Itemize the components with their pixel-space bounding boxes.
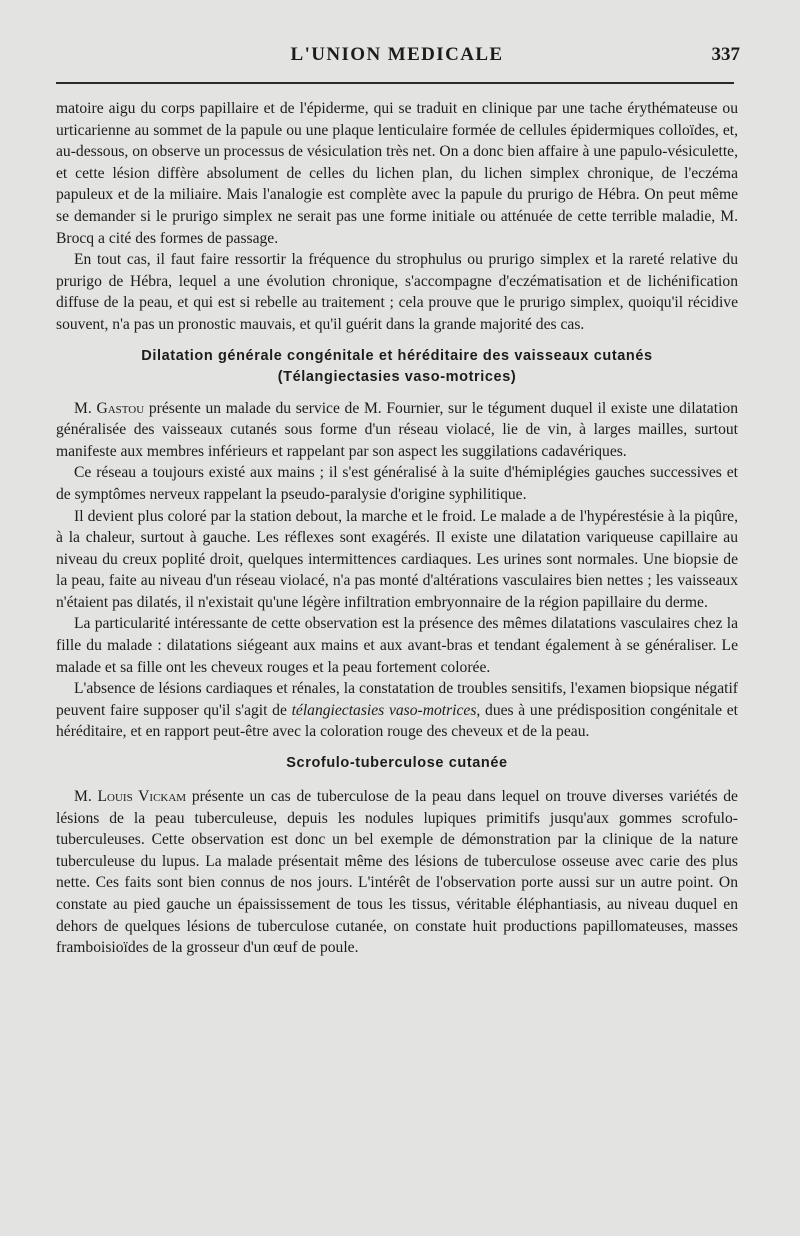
page-number: 337 — [711, 44, 740, 65]
paragraph — [56, 398, 738, 463]
paragraph: matoire aigu du corps papillaire et de l'épiderme, qui se traduit en clinique par une tache érythémateuse ou urticarienne au sommet de la papule ou une plaque lenticulaire formée de cellules épidermiques colloïdes, et, au-dessous, on observe un processus de vésiculation très net. On a donc bien affaire à une papulo-vésiculette, et cette lésion diffère absolument de celles du lichen plan, du lichen simplex chronique, de l'eczéma papuleux et de la miliaire. Mais l'analogie est complète avec la papule du prurigo de Hébra. On peut même se demander si le prurigo simplex ne serait pas une forme initiale ou atténuée de cette terrible maladie, M. Brocq a cité des formes de passage. — [56, 100, 738, 247]
paragraph: En tout cas, il faut faire ressortir la fréquence du strophulus ou prurigo simplex et la rareté relative du prurigo de Hébra, lequel a une évolution chronique, s'accompagne d'eczématisation et de lichénification diffuse de la peau, et qui est si rebelle au traitement ; cela prouve que le prurigo simplex, quoiqu'il récidive souvent, n'a pas un pronostic mauvais, et qu'il guérit dans la grande majorité des cas. — [56, 251, 738, 333]
page-body — [56, 98, 738, 959]
paragraph: La particularité intéressante de cette observation est la présence des mêmes dilatations vasculaires chez la fille du malade : dilatations siégeant aux mains et aux avant-bras et tendant également à se généraliser. Le malade et sa fille ont les cheveux rouges et la peau fortement colorée. — [56, 615, 738, 676]
running-title: L'UNION MEDICALE — [290, 44, 504, 65]
section-title: Scrofulo-tuberculose cutanée — [286, 755, 508, 772]
text-run: présente un cas de tuberculose de la peau dans lequel on trouve diverses variétés de lésions de la peau tuberculeuse, depuis les nodules lupiques primitifs jusqu'aux gommes scrofulo-tuberculeuses. Cette observation est donc un bel exemple de démonstration par la clinique de la nature tuberculeuse du lupus. La malade présentait même des lésions de tuberculose osseuse avec carie des plus nette. Ces faits sont bien connus de nos jours. L'intérêt de l'observation porte aussi sur un autre point. On constate au pied gauche un épaississement de tous les tissus, véritable éléphantiasis, au niveau duquel en dehors de quelques lésions de tuberculose cutanée, on constate huit productions papillomateuses, masses framboisioïdes de la grosseur d'un œuf de poule. — [56, 788, 738, 957]
paragraph: Il devient plus coloré par la station debout, la marche et le froid. Le malade a de l'hypérestésie à la piqûre, à la chaleur, surtout à gauche. Les réflexes sont exagérés. Il existe une dilatation variqueuse capillaire au niveau du creux poplité droit, quelques intermittences cardiaques. Les urines sont normales. Une biopsie de la peau, faite au niveau d'un réseau violacé, n'a pas monté d'altérations vasculaires bien nettes ; les vaisseaux n'étaient pas dilatés, il n'existait qu'une légère infiltration embryonnaire de la région papillaire du derme. — [56, 507, 738, 611]
author-name: Louis Vickam — [97, 788, 187, 806]
section-heading — [56, 753, 738, 774]
section-heading — [56, 346, 738, 388]
paragraph — [56, 786, 738, 959]
text-run: M. — [74, 399, 97, 417]
text-run: présente un malade du service de M. Fournier, sur le tégument duquel il existe une dilatation généralisée des vaisseaux cutanés sous forme d'un réseau violacé, lie de vin, à larges mailles, surtout manifeste aux membres inférieurs et rappelant par son aspect les suggilations cadavériques. — [56, 399, 738, 460]
header-rule — [56, 82, 734, 84]
paragraph: Ce réseau a toujours existé aux mains ; il s'est généralisé à la suite d'hémiplégies gauches successives et de symptômes nerveux rappelant la pseudo-paralysie d'origine syphilitique. — [56, 464, 738, 503]
section-title: Dilatation générale congénitale et héréditaire des vaisseaux cutanés — [141, 347, 653, 364]
text-run: dues à une prédisposition congénitale et héréditaire, et en rapport peut-être avec la coloration rouge des cheveux et de la peau. — [56, 701, 738, 741]
text-run: M. — [74, 788, 98, 806]
paragraph — [56, 678, 738, 743]
italic-term: télangiectasies vaso-motrices, — [291, 701, 481, 719]
page-header — [56, 44, 738, 74]
author-name: Gastou — [96, 399, 145, 417]
section-subtitle: (Télangiectasies vaso-motrices) — [277, 368, 517, 385]
text-run: L'absence de lésions cardiaques et rénales, la constatation de troubles sensitifs, l'examen biopsique négatif peuvent faire supposer qu'il s'agit de — [56, 680, 738, 719]
